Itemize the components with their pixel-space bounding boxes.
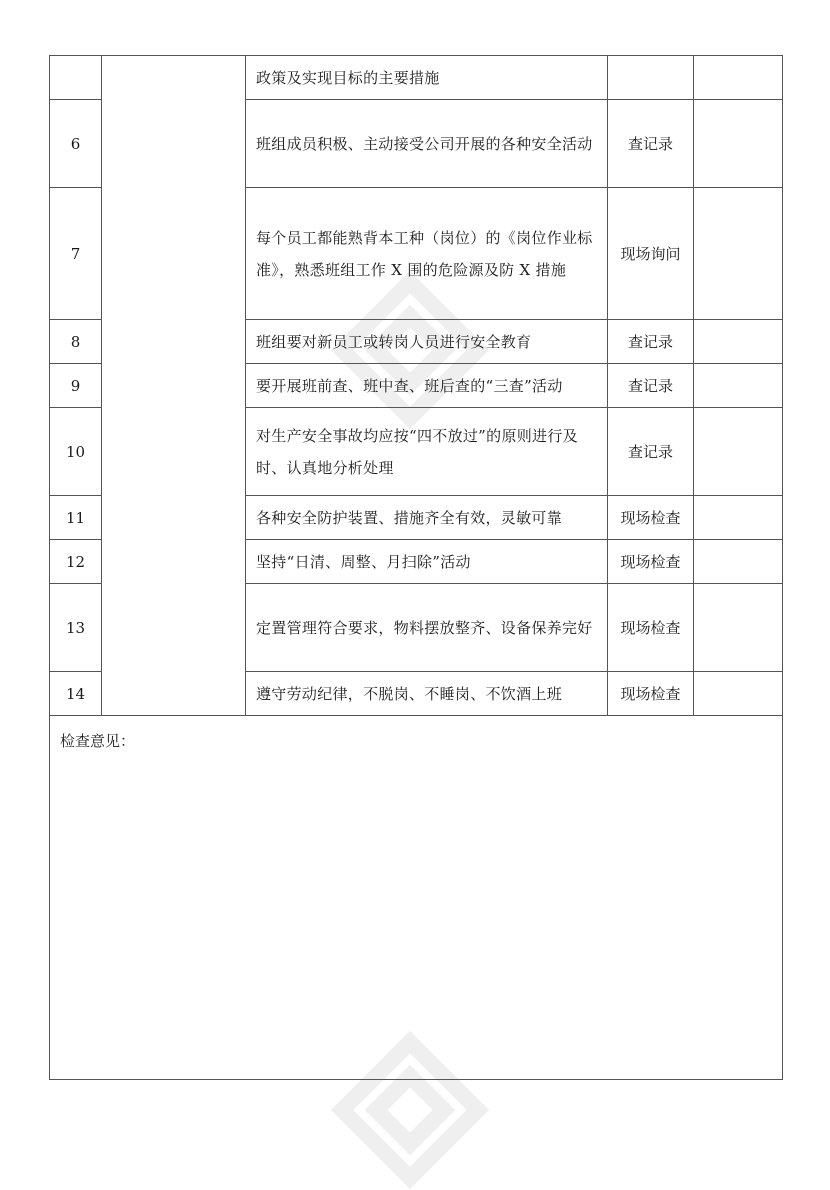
result-cell[interactable] bbox=[694, 56, 783, 100]
check-method: 现场检查 bbox=[608, 496, 694, 540]
table-row bbox=[50, 56, 783, 100]
check-method: 现场检查 bbox=[608, 540, 694, 584]
result-cell[interactable] bbox=[694, 496, 783, 540]
item-number: 13 bbox=[50, 584, 102, 672]
check-method bbox=[608, 56, 694, 100]
check-method: 现场检查 bbox=[608, 672, 694, 716]
item-number: 14 bbox=[50, 672, 102, 716]
item-content: 对生产安全事故均应按“四不放过”的原则进行及时、认真地分析处理 bbox=[246, 408, 608, 496]
result-cell[interactable] bbox=[694, 408, 783, 496]
check-method: 查记录 bbox=[608, 364, 694, 408]
item-number: 11 bbox=[50, 496, 102, 540]
check-method: 查记录 bbox=[608, 320, 694, 364]
item-number: 10 bbox=[50, 408, 102, 496]
result-cell[interactable] bbox=[694, 672, 783, 716]
check-method: 查记录 bbox=[608, 100, 694, 188]
inspection-table bbox=[49, 55, 783, 1080]
opinion-label: 检查意见： bbox=[60, 732, 136, 750]
result-cell[interactable] bbox=[694, 320, 783, 364]
category-cell bbox=[102, 56, 246, 716]
opinion-row bbox=[50, 716, 783, 1080]
item-number: 8 bbox=[50, 320, 102, 364]
item-content: 班组成员积极、主动接受公司开展的各种安全活动 bbox=[246, 100, 608, 188]
item-number: 6 bbox=[50, 100, 102, 188]
item-content: 政策及实现目标的主要措施 bbox=[246, 56, 608, 100]
result-cell[interactable] bbox=[694, 364, 783, 408]
item-content: 坚持“日清、周整、月扫除”活动 bbox=[246, 540, 608, 584]
check-method: 现场询问 bbox=[608, 188, 694, 320]
item-number: 12 bbox=[50, 540, 102, 584]
result-cell[interactable] bbox=[694, 584, 783, 672]
item-content: 各种安全防护装置、措施齐全有效，灵敏可靠 bbox=[246, 496, 608, 540]
item-content: 要开展班前查、班中查、班后查的“三查”活动 bbox=[246, 364, 608, 408]
result-cell[interactable] bbox=[694, 540, 783, 584]
item-content: 班组要对新员工或转岗人员进行安全教育 bbox=[246, 320, 608, 364]
item-number: 9 bbox=[50, 364, 102, 408]
check-method: 现场检查 bbox=[608, 584, 694, 672]
result-cell[interactable] bbox=[694, 188, 783, 320]
item-content: 定置管理符合要求，物料摆放整齐、设备保养完好 bbox=[246, 584, 608, 672]
item-content: 遵守劳动纪律，不脱岗、不睡岗、不饮酒上班 bbox=[246, 672, 608, 716]
item-number: 7 bbox=[50, 188, 102, 320]
item-content: 每个员工都能熟背本工种（岗位）的《岗位作业标准》，熟悉班组工作 X 围的危险源及防 X 措施 bbox=[246, 188, 608, 320]
result-cell[interactable] bbox=[694, 100, 783, 188]
check-method: 查记录 bbox=[608, 408, 694, 496]
item-number bbox=[50, 56, 102, 100]
opinion-area[interactable] bbox=[50, 716, 783, 1080]
